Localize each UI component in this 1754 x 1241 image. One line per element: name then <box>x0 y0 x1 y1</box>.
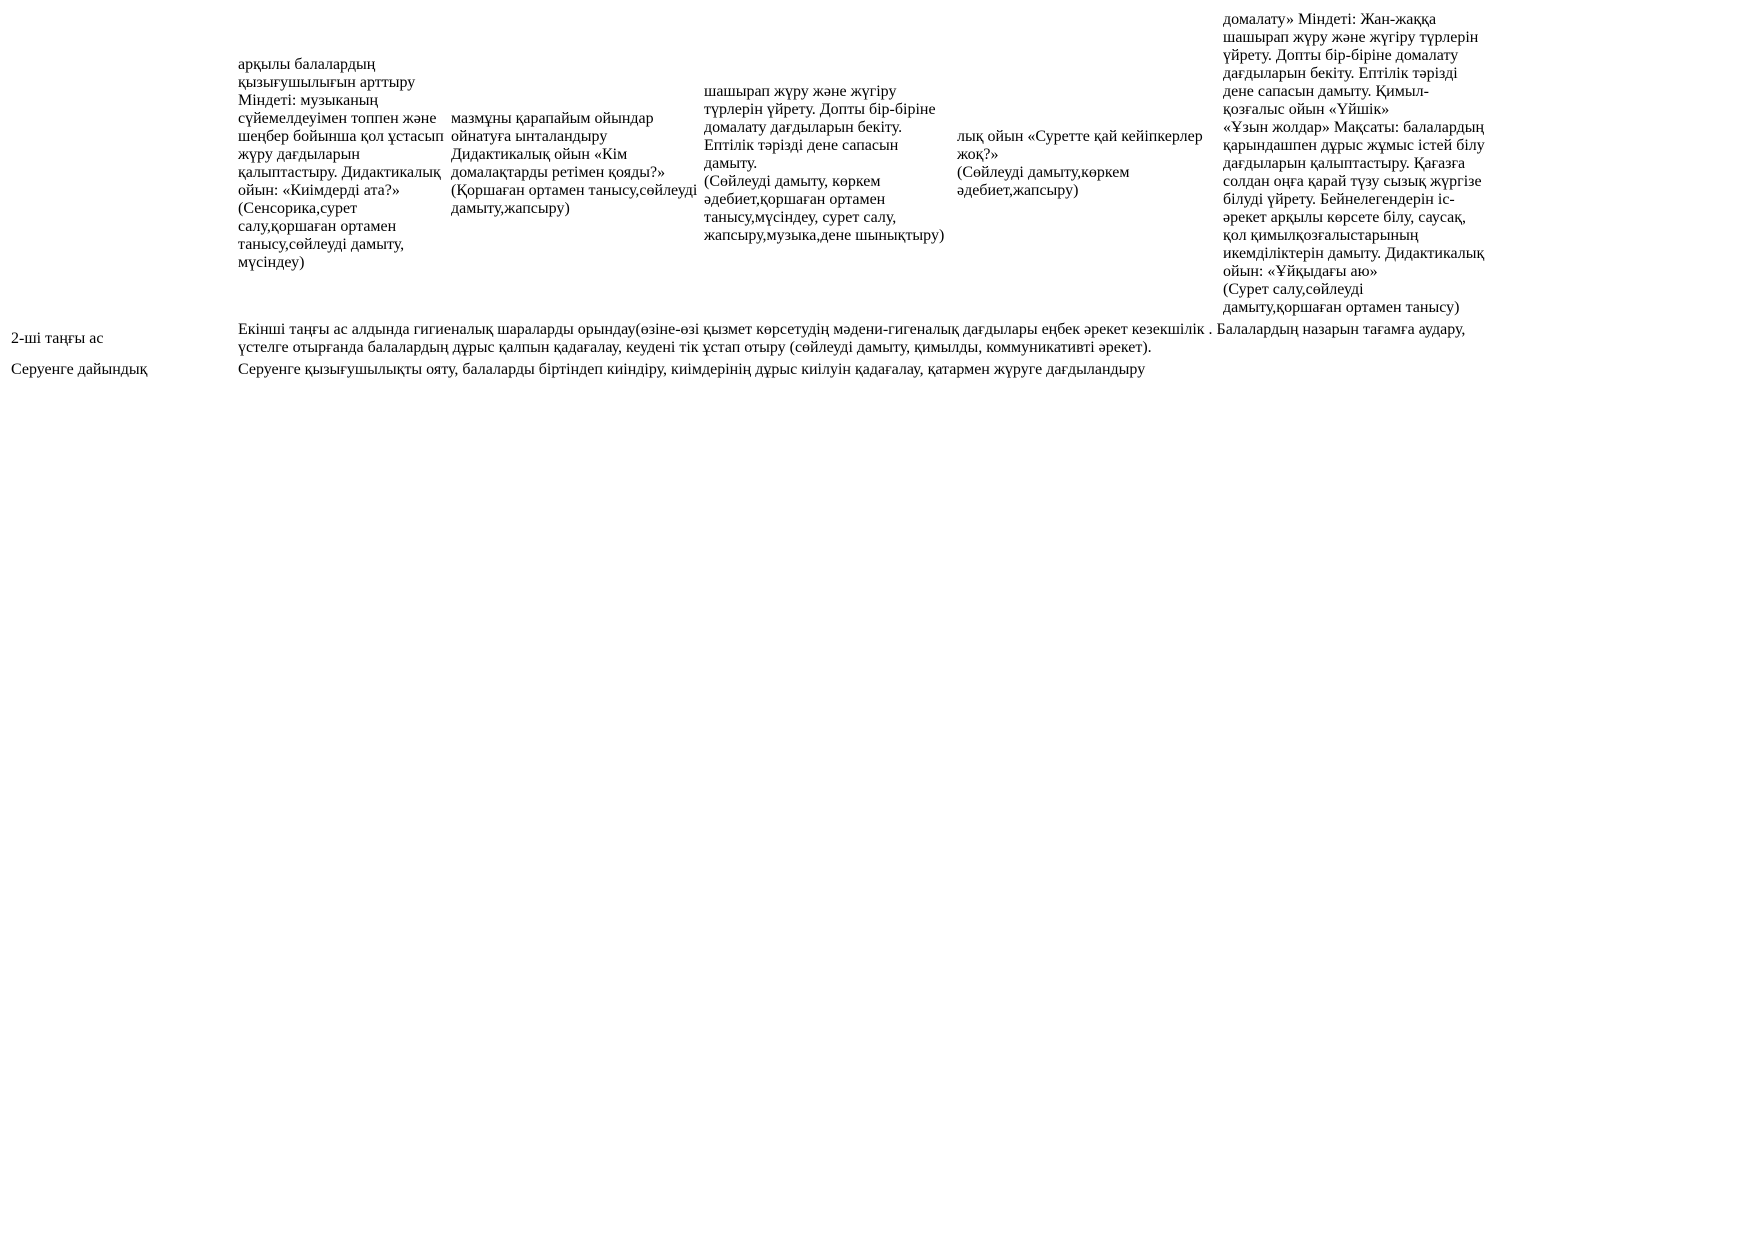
cell-text-line: «Кім домалақтарды <box>451 146 628 181</box>
plan-table <box>8 8 1488 382</box>
cell-text-line: дағдыландыру <box>1046 361 1146 378</box>
activity-3-integration <box>704 173 953 245</box>
cell-text-line: Ептілік тәрізді дене <box>1223 65 1458 100</box>
cell-text-line: домалату дағдыларын <box>704 119 854 136</box>
cell-text-line: сызық жүргізе білуді <box>1223 173 1482 208</box>
cell-text-line: Дидактикалық ойын <box>451 146 590 163</box>
cell-text-line: ұстап отыру (сөйлеуді дамыту, қимылды, коммуникативті әрекет). <box>702 339 1152 356</box>
cell-bold-line: шынықтыру) <box>855 227 945 244</box>
activity-5-text-a <box>1223 11 1485 119</box>
cell-bold-line: (Сурет салу,сөйлеуді <box>1223 281 1364 298</box>
cell-text-line: дағдыларын <box>276 146 360 163</box>
cell-text-line: домалату» <box>1223 11 1294 28</box>
activity-3-text <box>704 83 953 173</box>
cell-text-line: мазмұны қарапайым <box>451 110 591 127</box>
row-label-second-breakfast: 2-ші таңғы ас <box>11 330 104 347</box>
cell-bold-line: дамыту,көркем <box>1027 164 1130 181</box>
cell-text-line: қимылқозғалыстарының <box>1250 227 1419 244</box>
cell-text-line: Мақсаты: балалардың <box>1333 119 1485 136</box>
table-cell-category-empty <box>10 10 235 318</box>
cell-text-line: Дидактикалық <box>341 164 441 181</box>
cell-text-line: «Ұйқыдағы аю» <box>1267 263 1378 280</box>
table-cell-activity-4 <box>956 10 1220 318</box>
cell-text-line: шашырап жүру және <box>1223 29 1366 46</box>
cell-text-line: Екінші таңғы ас алдында гигиеналық шараларды орындау(өзіне-өзі қызмет көрсетудің мәдени-гигеналық дағдылары еңбек <box>238 321 1081 338</box>
table-cell-activity-2 <box>450 10 701 318</box>
table-cell-walk-preparation <box>237 360 1486 380</box>
activity-4-integration <box>957 164 1219 200</box>
cell-text-line: «Ұзын жолдар» <box>1223 119 1330 136</box>
cell-text-line: «Үйшік» <box>1328 101 1390 118</box>
cell-text-line: дағдыларын <box>1223 155 1307 172</box>
cell-bold-line: әдебиет,жапсыру) <box>957 182 1079 199</box>
cell-text-line: Серуенге қызығушылықты ояту, балаларды біртіндеп киіндіру, киімдерінің дұрыс киілуін қадағалау, қатармен жүруге <box>238 361 1043 378</box>
cell-bold-line: (Қоршаған ортамен <box>451 182 585 199</box>
cell-text-line: жүгіру түрлерін үйрету. <box>704 83 897 118</box>
cell-text-line: қол ұстасып жүру <box>238 128 444 163</box>
cell-bold-line: ортамен <box>829 191 886 208</box>
cell-text-line: кейіпкерлер жоқ?» <box>957 128 1203 163</box>
table-cell-activity-3 <box>703 10 954 318</box>
activity-4-text <box>957 128 1219 164</box>
cell-bold-line: ортамен танысу) <box>1345 299 1460 316</box>
cell-text-line: Допты бір-біріне <box>1275 47 1392 64</box>
table-row <box>10 320 1486 358</box>
document-page <box>8 8 1746 382</box>
cell-text-line: ойындар ойнатуға <box>451 110 654 145</box>
cell-text-line: ата?» <box>363 182 400 199</box>
cell-text-line: бекіту. <box>1310 65 1355 82</box>
activity-5-text-b <box>1223 119 1485 281</box>
cell-text-line: шеңбер бойынша <box>238 128 357 145</box>
cell-text-line: қарындашпен дұрыс <box>1223 137 1363 154</box>
label-line: дайындық <box>77 361 148 378</box>
cell-bold-line: дамыту,жапсыру) <box>451 200 570 217</box>
cell-text-line: топпен және <box>351 110 437 127</box>
activity-1-text <box>238 56 447 200</box>
table-row <box>10 360 1486 380</box>
cell-text-line: икемділіктерін дамыту. <box>1223 245 1382 262</box>
table-row <box>10 10 1486 318</box>
cell-text-line: Міндеті: <box>238 92 297 109</box>
cell-bold-line: көркем <box>832 173 881 190</box>
cell-text-line: қалыптастыру. Қағазға <box>1310 155 1466 172</box>
cell-text-line: солдан оңға қарай түзу <box>1223 173 1380 190</box>
cell-text-line: Дидактикалық ойын: <box>1223 245 1485 280</box>
activity-2-integration <box>451 182 700 218</box>
cell-text-line: жүгіру түрлерін үйрету. <box>1223 29 1479 64</box>
cell-text-line: ынталандыру <box>515 128 608 145</box>
activity-2-text <box>451 110 700 182</box>
cell-text-line: лық ойын <box>957 128 1024 145</box>
cell-text-line: музыканың <box>300 92 379 109</box>
cell-text-line: шашырап жүру және <box>704 83 847 100</box>
cell-bold-line: танысу,сөйлеуді <box>238 236 347 253</box>
cell-text-line: жұмыс істей білу <box>1366 137 1485 154</box>
cell-text-line: сүйемелдеуімен <box>238 110 348 127</box>
cell-text-line: Допты бір-біріне <box>819 101 936 118</box>
cell-bold-line: (Сөйлеуді <box>957 164 1024 181</box>
label-line: Серуенге <box>11 361 74 378</box>
cell-text-line: сапасын дамыту. <box>704 137 899 172</box>
cell-text-line: арттыру <box>359 74 416 91</box>
cell-bold-line: дамыту, мүсіндеу) <box>238 236 405 271</box>
cell-text-line: балалардың <box>294 56 376 73</box>
cell-bold-line: дамыту,қоршаған <box>1223 299 1342 316</box>
cell-text-line: бекіту. <box>857 119 903 136</box>
activity-1-integration <box>238 200 447 272</box>
cell-text-line: білу, саусақ, қол <box>1223 209 1467 244</box>
cell-bold-line: жапсыру,музыка,дене <box>704 227 852 244</box>
cell-text-line: «Суретте қай <box>1027 128 1118 145</box>
cell-text-line: Міндеті: Жан-жаққа <box>1297 11 1437 28</box>
activity-5-integration <box>1223 281 1485 317</box>
cell-text-line: Қимыл-қозғалыс ойын <box>1223 83 1429 118</box>
cell-text-line: үйрету. Бейнелегендерін <box>1267 191 1434 208</box>
cell-text-line: қызығушылығын <box>238 74 356 91</box>
cell-bold-line: әдебиет,қоршаған <box>704 191 826 208</box>
cell-text-line: іс-әрекет арқылы көрсете <box>1223 191 1455 226</box>
table-cell-activity-5 <box>1222 10 1486 318</box>
table-cell-second-breakfast <box>237 320 1486 358</box>
cell-bold-line: танысу,мүсіндеу, <box>704 209 819 226</box>
cell-text-line: арқылы <box>238 56 291 73</box>
table-cell-activity-1 <box>237 10 448 318</box>
row-label-walk-preparation <box>10 360 235 380</box>
cell-text-line: сапасын дамыту. <box>1257 83 1372 100</box>
cell-text-line: әрекет кезекшілік . Балалардың назарын тағамға аудару, үстелге отырғанда балалардың дұрыс қалпын қадағалау, кеудені тік <box>238 321 1466 356</box>
cell-text-line: Ептілік тәрізді дене <box>704 137 839 154</box>
cell-bold-line: салу,қоршаған <box>238 218 337 235</box>
cell-bold-line: (Сөйлеуді дамыту, <box>704 173 829 190</box>
cell-bold-line: ортамен <box>340 218 397 235</box>
cell-bold-line: сурет салу, <box>822 209 897 226</box>
cell-text-line: қалыптастыру. <box>238 164 338 181</box>
cell-text-line: ретімен қояды?» <box>551 164 666 181</box>
cell-bold-line: танысу,сөйлеуді <box>588 182 698 199</box>
cell-text-line: домалату дағдыларын <box>1223 47 1459 82</box>
cell-bold-line: (Сенсорика,сурет <box>238 200 358 217</box>
cell-text-line: ойын: «Киімдерді <box>238 182 360 199</box>
